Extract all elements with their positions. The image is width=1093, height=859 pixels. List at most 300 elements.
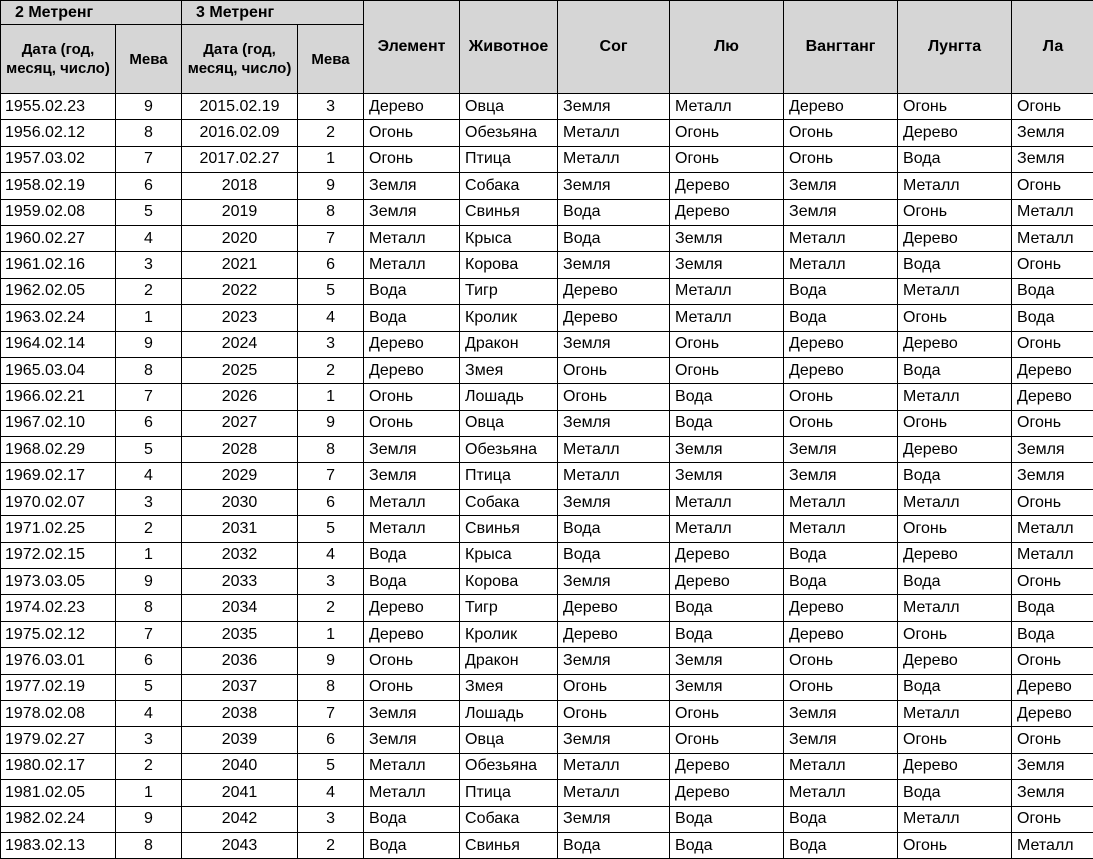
cell-meva-3: 8 [298, 199, 364, 225]
cell-lyu: Дерево [670, 542, 784, 568]
cell-date-3: 2015.02.19 [182, 94, 298, 120]
cell-vangtang: Огонь [784, 648, 898, 674]
cell-meva-3: 4 [298, 305, 364, 331]
cell-la: Земля [1012, 146, 1093, 172]
group-header-2-metreng: 2 Метренг [1, 1, 182, 25]
cell-date-3: 2021 [182, 252, 298, 278]
table-row [1, 278, 1093, 304]
cell-vangtang: Дерево [784, 331, 898, 357]
cell-la: Огонь [1012, 648, 1093, 674]
cell-lungta: Огонь [898, 727, 1012, 753]
cell-la: Вода [1012, 595, 1093, 621]
cell-animal: Овца [460, 410, 558, 436]
cell-lungta: Дерево [898, 648, 1012, 674]
cell-lyu: Металл [670, 278, 784, 304]
cell-lyu: Огонь [670, 331, 784, 357]
table-row [1, 305, 1093, 331]
column-header-date-2: Дата (год, месяц, число) [1, 25, 116, 94]
cell-meva-3: 3 [298, 806, 364, 832]
cell-la: Огонь [1012, 331, 1093, 357]
cell-lungta: Металл [898, 806, 1012, 832]
cell-date-2: 1957.03.02 [1, 146, 116, 172]
cell-vangtang: Металл [784, 780, 898, 806]
cell-meva-3: 1 [298, 621, 364, 647]
cell-la: Огонь [1012, 569, 1093, 595]
cell-meva-2: 5 [116, 199, 182, 225]
cell-date-3: 2039 [182, 727, 298, 753]
cell-element: Вода [364, 569, 460, 595]
cell-sog: Земля [558, 331, 670, 357]
table-row [1, 199, 1093, 225]
cell-vangtang: Металл [784, 489, 898, 515]
cell-date-2: 1967.02.10 [1, 410, 116, 436]
cell-element: Дерево [364, 357, 460, 383]
cell-element: Земля [364, 437, 460, 463]
cell-lyu: Дерево [670, 199, 784, 225]
cell-animal: Кролик [460, 305, 558, 331]
cell-vangtang: Вода [784, 569, 898, 595]
cell-la: Огонь [1012, 94, 1093, 120]
cell-date-3: 2037 [182, 674, 298, 700]
cell-date-3: 2017.02.27 [182, 146, 298, 172]
cell-animal: Собака [460, 489, 558, 515]
cell-animal: Змея [460, 674, 558, 700]
cell-lyu: Земля [670, 252, 784, 278]
cell-la: Металл [1012, 516, 1093, 542]
cell-meva-2: 8 [116, 832, 182, 858]
cell-meva-3: 6 [298, 727, 364, 753]
cell-sog: Огонь [558, 700, 670, 726]
cell-date-3: 2034 [182, 595, 298, 621]
cell-date-3: 2028 [182, 437, 298, 463]
cell-date-3: 2030 [182, 489, 298, 515]
cell-vangtang: Огонь [784, 410, 898, 436]
cell-animal: Обезьяна [460, 437, 558, 463]
cell-element: Дерево [364, 595, 460, 621]
cell-date-2: 1963.02.24 [1, 305, 116, 331]
column-header-lungta: Лунгта [898, 1, 1012, 94]
cell-lungta: Дерево [898, 437, 1012, 463]
cell-meva-3: 2 [298, 357, 364, 383]
cell-lungta: Огонь [898, 199, 1012, 225]
cell-lungta: Вода [898, 780, 1012, 806]
cell-element: Огонь [364, 384, 460, 410]
cell-lungta: Вода [898, 252, 1012, 278]
cell-lungta: Огонь [898, 516, 1012, 542]
cell-vangtang: Огонь [784, 384, 898, 410]
cell-date-2: 1974.02.23 [1, 595, 116, 621]
cell-vangtang: Земля [784, 463, 898, 489]
cell-la: Огонь [1012, 727, 1093, 753]
table-row [1, 780, 1093, 806]
cell-lyu: Вода [670, 384, 784, 410]
cell-date-3: 2031 [182, 516, 298, 542]
column-header-date-3: Дата (год, месяц, число) [182, 25, 298, 94]
cell-animal: Свинья [460, 832, 558, 858]
cell-animal: Крыса [460, 225, 558, 251]
table-row [1, 384, 1093, 410]
cell-element: Вода [364, 278, 460, 304]
cell-date-3: 2042 [182, 806, 298, 832]
cell-vangtang: Вода [784, 542, 898, 568]
cell-sog: Огонь [558, 674, 670, 700]
cell-date-2: 1969.02.17 [1, 463, 116, 489]
cell-element: Земля [364, 463, 460, 489]
cell-sog: Огонь [558, 384, 670, 410]
cell-animal: Змея [460, 357, 558, 383]
cell-lungta: Металл [898, 173, 1012, 199]
cell-element: Дерево [364, 621, 460, 647]
cell-la: Земля [1012, 463, 1093, 489]
cell-animal: Дракон [460, 331, 558, 357]
cell-vangtang: Вода [784, 832, 898, 858]
cell-element: Вода [364, 806, 460, 832]
cell-meva-2: 5 [116, 437, 182, 463]
cell-date-3: 2043 [182, 832, 298, 858]
table-body [1, 94, 1093, 859]
cell-vangtang: Металл [784, 252, 898, 278]
cell-meva-2: 9 [116, 569, 182, 595]
cell-lyu: Земля [670, 463, 784, 489]
cell-animal: Кролик [460, 621, 558, 647]
cell-element: Дерево [364, 94, 460, 120]
cell-animal: Тигр [460, 278, 558, 304]
cell-element: Земля [364, 199, 460, 225]
cell-date-3: 2016.02.09 [182, 120, 298, 146]
cell-date-3: 2027 [182, 410, 298, 436]
cell-vangtang: Металл [784, 516, 898, 542]
cell-date-3: 2025 [182, 357, 298, 383]
cell-date-3: 2041 [182, 780, 298, 806]
cell-meva-3: 3 [298, 569, 364, 595]
cell-date-2: 1961.02.16 [1, 252, 116, 278]
cell-vangtang: Огонь [784, 146, 898, 172]
cell-sog: Земля [558, 489, 670, 515]
cell-meva-2: 2 [116, 278, 182, 304]
cell-date-2: 1980.02.17 [1, 753, 116, 779]
cell-meva-3: 9 [298, 410, 364, 436]
cell-meva-3: 2 [298, 120, 364, 146]
cell-la: Земля [1012, 437, 1093, 463]
table-row [1, 806, 1093, 832]
cell-meva-2: 1 [116, 542, 182, 568]
cell-sog: Земля [558, 727, 670, 753]
cell-element: Дерево [364, 331, 460, 357]
cell-element: Земля [364, 700, 460, 726]
column-header-meva-3: Мева [298, 25, 364, 94]
cell-sog: Земля [558, 94, 670, 120]
column-header-vangtang: Вангтанг [784, 1, 898, 94]
cell-lungta: Металл [898, 278, 1012, 304]
cell-meva-3: 6 [298, 252, 364, 278]
cell-vangtang: Вода [784, 305, 898, 331]
cell-meva-2: 2 [116, 516, 182, 542]
cell-animal: Дракон [460, 648, 558, 674]
cell-sog: Дерево [558, 595, 670, 621]
cell-element: Огонь [364, 674, 460, 700]
cell-lyu: Дерево [670, 753, 784, 779]
table-header [1, 1, 1093, 94]
cell-element: Огонь [364, 410, 460, 436]
cell-lungta: Металл [898, 700, 1012, 726]
cell-la: Земля [1012, 753, 1093, 779]
cell-meva-2: 3 [116, 489, 182, 515]
cell-vangtang: Дерево [784, 94, 898, 120]
cell-animal: Овца [460, 727, 558, 753]
cell-la: Вода [1012, 305, 1093, 331]
table-row [1, 595, 1093, 621]
cell-date-2: 1970.02.07 [1, 489, 116, 515]
cell-date-2: 1979.02.27 [1, 727, 116, 753]
cell-date-2: 1962.02.05 [1, 278, 116, 304]
cell-meva-3: 2 [298, 832, 364, 858]
cell-lyu: Металл [670, 305, 784, 331]
cell-meva-2: 3 [116, 727, 182, 753]
table-row [1, 437, 1093, 463]
cell-lyu: Земля [670, 674, 784, 700]
cell-animal: Тигр [460, 595, 558, 621]
table-row [1, 331, 1093, 357]
cell-vangtang: Земля [784, 727, 898, 753]
cell-lungta: Огонь [898, 94, 1012, 120]
cell-date-2: 1958.02.19 [1, 173, 116, 199]
cell-sog: Вода [558, 542, 670, 568]
cell-lungta: Дерево [898, 753, 1012, 779]
cell-date-2: 1982.02.24 [1, 806, 116, 832]
cell-element: Металл [364, 489, 460, 515]
cell-date-3: 2022 [182, 278, 298, 304]
cell-sog: Дерево [558, 278, 670, 304]
cell-meva-3: 1 [298, 384, 364, 410]
cell-lyu: Металл [670, 94, 784, 120]
cell-lungta: Огонь [898, 621, 1012, 647]
cell-la: Огонь [1012, 410, 1093, 436]
cell-date-3: 2040 [182, 753, 298, 779]
cell-lyu: Земля [670, 648, 784, 674]
cell-meva-3: 3 [298, 331, 364, 357]
cell-la: Огонь [1012, 806, 1093, 832]
cell-sog: Вода [558, 225, 670, 251]
cell-meva-2: 3 [116, 252, 182, 278]
cell-la: Дерево [1012, 357, 1093, 383]
cell-lungta: Дерево [898, 120, 1012, 146]
group-header-3-metreng: 3 Метренг [182, 1, 364, 25]
cell-element: Металл [364, 516, 460, 542]
cell-element: Вода [364, 832, 460, 858]
cell-sog: Вода [558, 199, 670, 225]
cell-animal: Свинья [460, 516, 558, 542]
table-row [1, 727, 1093, 753]
cell-date-2: 1977.02.19 [1, 674, 116, 700]
cell-sog: Огонь [558, 357, 670, 383]
cell-sog: Земля [558, 252, 670, 278]
cell-animal: Собака [460, 173, 558, 199]
cell-element: Огонь [364, 120, 460, 146]
cell-date-3: 2032 [182, 542, 298, 568]
cell-date-2: 1972.02.15 [1, 542, 116, 568]
cell-la: Огонь [1012, 489, 1093, 515]
cell-lyu: Огонь [670, 146, 784, 172]
cell-lungta: Металл [898, 384, 1012, 410]
table-row [1, 225, 1093, 251]
cell-lungta: Вода [898, 569, 1012, 595]
cell-vangtang: Земля [784, 437, 898, 463]
column-header-element: Элемент [364, 1, 460, 94]
cell-sog: Земля [558, 806, 670, 832]
table-row [1, 463, 1093, 489]
cell-lungta: Огонь [898, 305, 1012, 331]
cell-la: Вода [1012, 278, 1093, 304]
cell-lyu: Дерево [670, 780, 784, 806]
cell-date-3: 2019 [182, 199, 298, 225]
cell-meva-2: 9 [116, 94, 182, 120]
cell-vangtang: Земля [784, 700, 898, 726]
cell-date-2: 1959.02.08 [1, 199, 116, 225]
cell-lungta: Металл [898, 489, 1012, 515]
cell-lungta: Дерево [898, 542, 1012, 568]
column-header-meva-2: Мева [116, 25, 182, 94]
cell-date-2: 1975.02.12 [1, 621, 116, 647]
table-row [1, 700, 1093, 726]
cell-lyu: Огонь [670, 727, 784, 753]
cell-sog: Дерево [558, 621, 670, 647]
cell-lyu: Вода [670, 806, 784, 832]
cell-vangtang: Вода [784, 278, 898, 304]
cell-meva-2: 8 [116, 595, 182, 621]
cell-lungta: Огонь [898, 832, 1012, 858]
cell-lyu: Металл [670, 516, 784, 542]
cell-animal: Корова [460, 252, 558, 278]
cell-date-2: 1956.02.12 [1, 120, 116, 146]
cell-lyu: Дерево [670, 173, 784, 199]
cell-sog: Земля [558, 173, 670, 199]
cell-meva-3: 8 [298, 674, 364, 700]
cell-date-3: 2026 [182, 384, 298, 410]
cell-meva-2: 6 [116, 173, 182, 199]
cell-lyu: Вода [670, 832, 784, 858]
cell-meva-2: 9 [116, 806, 182, 832]
cell-sog: Металл [558, 437, 670, 463]
cell-sog: Вода [558, 516, 670, 542]
cell-animal: Свинья [460, 199, 558, 225]
table-row [1, 410, 1093, 436]
cell-animal: Птица [460, 463, 558, 489]
cell-sog: Металл [558, 780, 670, 806]
cell-element: Земля [364, 173, 460, 199]
cell-element: Вода [364, 542, 460, 568]
cell-element: Металл [364, 780, 460, 806]
cell-meva-2: 1 [116, 780, 182, 806]
cell-lyu: Металл [670, 489, 784, 515]
cell-sog: Металл [558, 753, 670, 779]
cell-element: Металл [364, 753, 460, 779]
cell-la: Земля [1012, 120, 1093, 146]
table-row [1, 94, 1093, 120]
cell-lungta: Вода [898, 357, 1012, 383]
table-row [1, 569, 1093, 595]
cell-la: Дерево [1012, 384, 1093, 410]
cell-lungta: Вода [898, 146, 1012, 172]
cell-meva-2: 9 [116, 331, 182, 357]
cell-animal: Лошадь [460, 700, 558, 726]
cell-la: Металл [1012, 225, 1093, 251]
cell-vangtang: Металл [784, 225, 898, 251]
cell-meva-3: 5 [298, 278, 364, 304]
cell-meva-2: 8 [116, 120, 182, 146]
cell-animal: Птица [460, 146, 558, 172]
cell-meva-2: 6 [116, 410, 182, 436]
cell-vangtang: Металл [784, 753, 898, 779]
cell-sog: Земля [558, 648, 670, 674]
cell-meva-3: 5 [298, 753, 364, 779]
cell-meva-3: 9 [298, 173, 364, 199]
cell-meva-3: 7 [298, 463, 364, 489]
column-header-sog: Сог [558, 1, 670, 94]
cell-sog: Земля [558, 410, 670, 436]
cell-la: Огонь [1012, 173, 1093, 199]
cell-element: Металл [364, 225, 460, 251]
cell-date-3: 2024 [182, 331, 298, 357]
cell-vangtang: Земля [784, 173, 898, 199]
cell-date-2: 1968.02.29 [1, 437, 116, 463]
cell-vangtang: Дерево [784, 621, 898, 647]
cell-vangtang: Земля [784, 199, 898, 225]
cell-date-3: 2035 [182, 621, 298, 647]
cell-lyu: Дерево [670, 569, 784, 595]
cell-la: Дерево [1012, 700, 1093, 726]
cell-date-2: 1960.02.27 [1, 225, 116, 251]
cell-meva-3: 4 [298, 780, 364, 806]
cell-animal: Птица [460, 780, 558, 806]
cell-sog: Металл [558, 120, 670, 146]
cell-meva-3: 9 [298, 648, 364, 674]
cell-date-2: 1971.02.25 [1, 516, 116, 542]
cell-meva-2: 4 [116, 700, 182, 726]
cell-date-3: 2036 [182, 648, 298, 674]
cell-meva-2: 1 [116, 305, 182, 331]
cell-date-3: 2023 [182, 305, 298, 331]
cell-lyu: Огонь [670, 357, 784, 383]
cell-meva-2: 5 [116, 674, 182, 700]
cell-lyu: Огонь [670, 120, 784, 146]
cell-vangtang: Дерево [784, 595, 898, 621]
cell-la: Огонь [1012, 252, 1093, 278]
table-row [1, 621, 1093, 647]
cell-vangtang: Дерево [784, 357, 898, 383]
cell-meva-3: 4 [298, 542, 364, 568]
cell-meva-2: 7 [116, 146, 182, 172]
cell-date-3: 2038 [182, 700, 298, 726]
cell-lyu: Земля [670, 437, 784, 463]
cell-animal: Обезьяна [460, 120, 558, 146]
cell-lungta: Металл [898, 595, 1012, 621]
cell-animal: Обезьяна [460, 753, 558, 779]
cell-element: Огонь [364, 648, 460, 674]
cell-meva-3: 7 [298, 225, 364, 251]
table-row [1, 357, 1093, 383]
cell-element: Огонь [364, 146, 460, 172]
cell-meva-3: 7 [298, 700, 364, 726]
cell-la: Земля [1012, 780, 1093, 806]
table-row [1, 753, 1093, 779]
cell-meva-3: 2 [298, 595, 364, 621]
cell-meva-3: 5 [298, 516, 364, 542]
cell-vangtang: Огонь [784, 674, 898, 700]
cell-sog: Земля [558, 569, 670, 595]
cell-la: Дерево [1012, 674, 1093, 700]
cell-lyu: Вода [670, 410, 784, 436]
table-row [1, 489, 1093, 515]
